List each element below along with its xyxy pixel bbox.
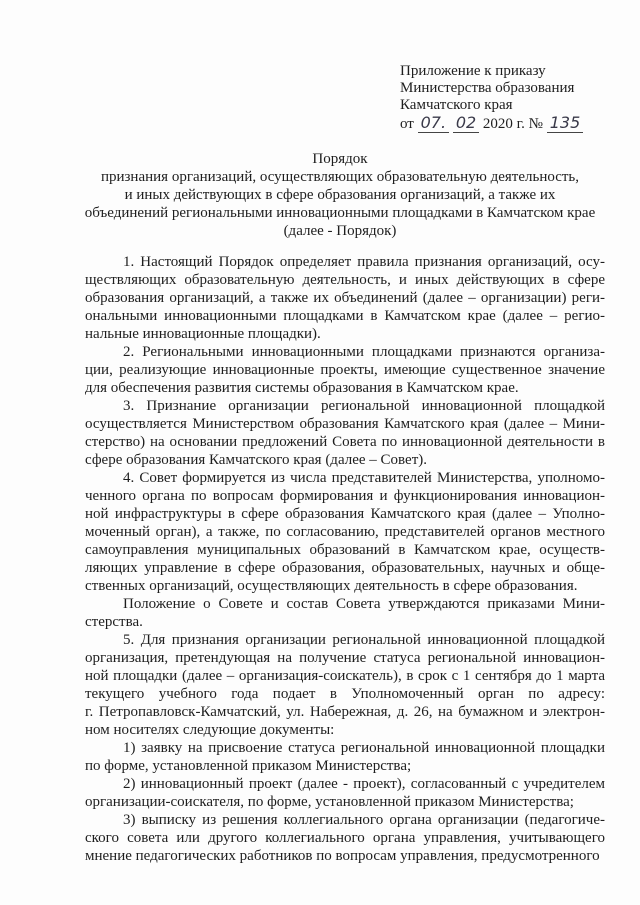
title-line: и иных действующих в сфере образования организаций, а также их: [124, 187, 556, 203]
body-line: ского совета или другого коллегиального органа управления, учитывающего: [85, 830, 605, 846]
appendix-header: [400, 63, 620, 133]
appendix-line-3: Камчатского края: [400, 97, 513, 113]
date-prefix: от: [400, 116, 414, 132]
body-line: текущего учебного года подает в Уполномоченный орган по адресу:: [85, 686, 605, 702]
body-line: по форме, установленной приказом Министерства;: [85, 758, 412, 774]
body-line: мнение педагогических работников по вопросам управления, предусмотренного: [85, 848, 600, 864]
body-line: 3. Признание организации региональной инновационной площадкой: [123, 398, 605, 414]
body-line: стерство) на основании предложений Совета по инновационной деятельности в: [85, 434, 605, 450]
body-line: для обеспечения развития системы образования в Камчатском крае.: [85, 380, 519, 396]
body-line: организации-соискателя, по форме, установленной приказом Министерства;: [85, 794, 574, 810]
body-line: ональными инновационными площадками в Камчатском крае (далее – регио-: [85, 308, 605, 324]
body-line: Положение о Совете и состав Совета утверждаются приказами Мини-: [123, 596, 605, 612]
document-body: [85, 253, 605, 865]
body-line: 2) инновационный проект (далее - проект), согласованный с учредителем: [123, 776, 605, 792]
title-line: признания организаций, осуществляющих образовательную деятельность,: [100, 169, 580, 185]
body-line: сфере образования Камчатского края (далее – Совет).: [85, 452, 427, 468]
body-line: 1) заявку на присвоение статуса региональной инновационной площадки: [123, 740, 605, 756]
title-line: объединений региональными инновационными площадками в Камчатском крае: [84, 205, 596, 221]
handwritten-month: 02: [453, 113, 479, 133]
body-line: ченного органа по вопросам формирования и функционирования инновацион-: [85, 488, 605, 504]
body-line: нальные инновационные площадки).: [85, 326, 321, 342]
body-line: 4. Совет формируется из числа представителей Министерства, уполномо-: [123, 470, 605, 486]
body-line: осуществляется Министерством образования Камчатского края (далее – Мини-: [85, 416, 605, 432]
body-line: образования организаций, а также их объединений (далее – организации) реги-: [85, 290, 605, 306]
body-line: стерства.: [85, 614, 143, 630]
body-line: ляющих управление в сфере образования, образовательных, научных и обще-: [85, 560, 605, 576]
body-line: 2. Региональными инновационными площадками признаются организа-: [123, 344, 605, 360]
handwritten-order-number: 135: [547, 113, 584, 133]
body-line: 1. Настоящий Порядок определяет правила признания организаций, осу-: [123, 254, 605, 270]
body-line: организация, претендующая на получение статуса региональной инновацион-: [85, 650, 605, 666]
body-line: моченный орган), а также, по согласованию, представителей органов местного: [85, 524, 605, 540]
body-line: ной инфраструктуры в сфере образования Камчатского края (далее – Уполно-: [85, 506, 605, 522]
body-line: 3) выписку из решения коллегиального органа организации (педагогиче-: [123, 812, 605, 828]
appendix-line-1: Приложение к приказу: [400, 63, 546, 79]
year-text: 2020 г. №: [482, 116, 543, 132]
body-line: 5. Для признания организации региональной инновационной площадкой: [123, 632, 605, 648]
body-line: ции, реализующие инновационные проекты, имеющие существенное значение: [85, 362, 605, 378]
title-line: (далее - Порядок): [283, 223, 397, 239]
appendix-date-line: [400, 114, 620, 133]
body-line: ном носителях следующие документы:: [85, 722, 335, 738]
handwritten-day: 07.: [418, 113, 449, 133]
body-line: самоуправления муниципальных образований в Камчатском крае, осуществ-: [85, 542, 605, 558]
document-title: [60, 150, 620, 240]
body-line: г. Петропавловск-Камчатский, ул. Набережная, д. 26, на бумажном и электрон-: [85, 704, 605, 720]
body-line: ществляющих образовательную деятельность, и иных действующих в сфере: [85, 272, 605, 288]
title-line: Порядок: [312, 151, 368, 167]
appendix-line-2: Министерства образования: [400, 80, 575, 96]
body-line: ственных организаций, осуществляющих деятельность в сфере образования.: [85, 578, 578, 594]
body-line: ной площадки (далее – организация-соискатель), в срок с 1 сентября до 1 марта: [85, 668, 605, 684]
